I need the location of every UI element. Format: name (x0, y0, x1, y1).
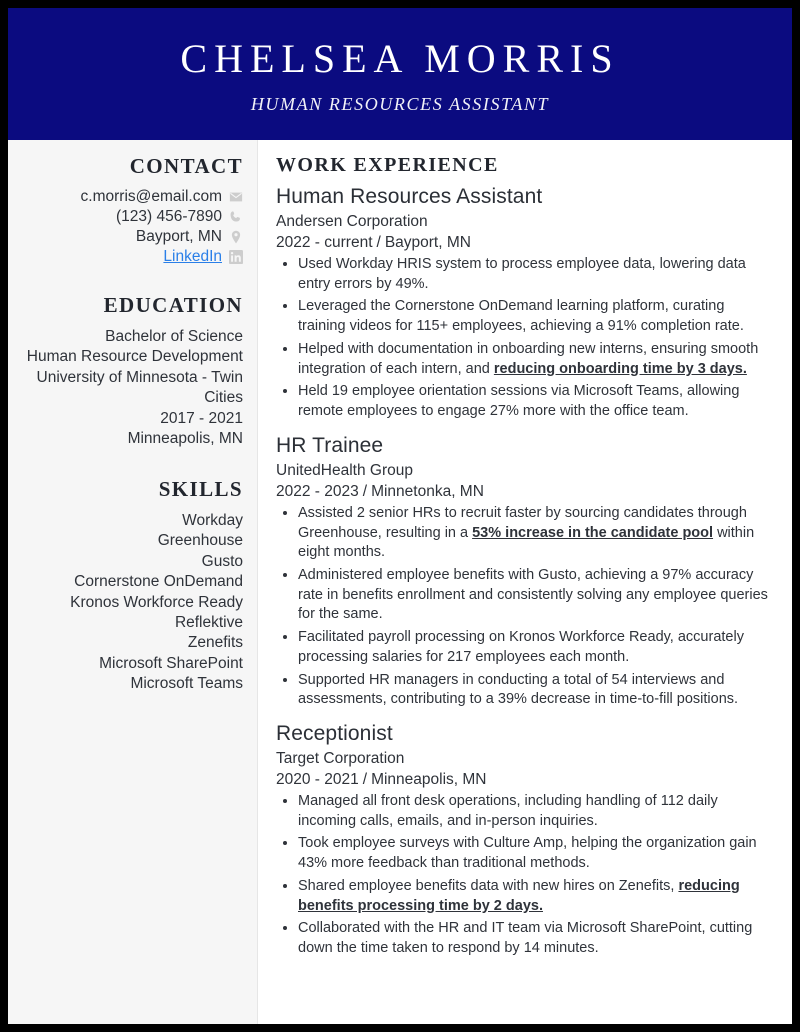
skill-item: Microsoft Teams (130, 675, 243, 693)
job-bullet-list (276, 255, 768, 422)
job-entry (276, 184, 768, 422)
bullet-emphasis: 53% increase in the candidate pool (472, 524, 714, 541)
job-dates: 2020 - 2021 (276, 770, 359, 788)
skill-item: Greenhouse (157, 532, 243, 550)
job-meta (276, 232, 768, 253)
bullet-emphasis: reducing onboarding time by 3 days. (493, 360, 747, 377)
education-school: University of Minnesota - Twin Cities (36, 368, 243, 407)
education-years: 2017 - 2021 (160, 409, 243, 427)
job-bullet (276, 504, 768, 563)
contact-list (20, 188, 243, 266)
job-title: Human Resources Assistant (276, 185, 543, 208)
job-dates: 2022 - 2023 (276, 482, 359, 500)
job-bullet: Managed all front desk operations, including handling of 112 daily incoming calls, emails, and in-person inquiries. (276, 792, 768, 831)
contact-text: Bayport, MN (135, 228, 222, 245)
phone-icon (229, 210, 243, 224)
job-bullet: Took employee surveys with Culture Amp, helping the organization gain 43% more feedback than traditional methods. (276, 834, 768, 873)
resume-page (8, 8, 792, 1024)
envelope-icon (229, 190, 243, 204)
job-bullet: Used Workday HRIS system to process employee data, lowering data entry errors by 49%. (276, 255, 768, 294)
job-location: Minnetonka, MN (371, 482, 484, 500)
bullet-text: Helped with documentation in onboarding new interns, ensuring smooth integration of each intern, and (298, 340, 759, 377)
job-bullet: Supported HR managers in conducting a total of 54 interviews and assessments, contributing to a 39% decrease in time-to-fill positions. (276, 671, 768, 710)
candidate-job-title: HUMAN RESOURCES ASSISTANT (250, 94, 550, 114)
work-experience-heading: WORK EXPERIENCE (276, 154, 499, 176)
job-meta (276, 481, 768, 502)
job-bullet (276, 340, 768, 379)
job-location: Bayport, MN (384, 233, 471, 251)
job-bullet (276, 877, 768, 916)
skill-item: Zenefits (187, 634, 243, 652)
bullet-text: Shared employee benefits data with new hires on Zenefits, (298, 877, 679, 894)
job-dates: 2022 - current (276, 233, 373, 251)
job-meta-separator: / (376, 233, 381, 251)
jobs-list (276, 184, 768, 959)
job-bullet-list (276, 504, 768, 710)
contact-row (20, 228, 243, 246)
job-meta (276, 769, 768, 790)
skill-item: Microsoft SharePoint (99, 654, 243, 672)
contact-text: (123) 456-7890 (116, 208, 222, 225)
bullet-text-tail: within eight months. (298, 524, 755, 561)
skill-item: Reflektive (174, 613, 243, 631)
contact-heading: CONTACT (129, 154, 243, 178)
linkedin-icon[interactable] (229, 250, 243, 264)
sidebar (8, 140, 258, 1024)
education-degree: Bachelor of Science (105, 328, 243, 345)
main-column (258, 140, 792, 1024)
contact-row (20, 208, 243, 226)
job-entry (276, 721, 768, 959)
contact-row (20, 248, 243, 266)
skills-list (20, 511, 243, 695)
job-bullet: Facilitated payroll processing on Kronos Workforce Ready, accurately processing salaries for 217 employees each month. (276, 628, 768, 667)
job-bullet: Held 19 employee orientation sessions via Microsoft Teams, allowing remote employees to engage 27% more with the office team. (276, 382, 768, 421)
job-title: HR Trainee (276, 433, 384, 457)
job-bullet: Administered employee benefits with Gusto, achieving a 97% accuracy rate in benefits enrollment and consistently solving any employee queries for the same. (276, 566, 768, 625)
job-entry (276, 433, 768, 710)
candidate-name: CHELSEA MORRIS (180, 36, 620, 81)
skill-item: Gusto (201, 552, 243, 570)
job-location: Minneapolis, MN (371, 770, 487, 788)
job-company: UnitedHealth Group (276, 461, 413, 479)
education-field: Human Resource Development (26, 348, 243, 366)
job-company: Andersen Corporation (276, 212, 428, 230)
resume-body (8, 140, 792, 1024)
skill-item: Workday (182, 511, 243, 529)
job-bullet-list (276, 792, 768, 959)
education-block (20, 327, 243, 450)
education-location: Minneapolis, MN (127, 430, 243, 448)
skill-item: Kronos Workforce Ready (70, 593, 243, 611)
job-title: Receptionist (276, 722, 393, 745)
skills-heading: SKILLS (158, 476, 243, 501)
linkedin-link[interactable]: LinkedIn (163, 248, 222, 265)
job-bullet: Collaborated with the HR and IT team via Microsoft SharePoint, cutting down the time taken to respond by 14 minutes. (276, 919, 768, 958)
contact-text: c.morris@email.com (80, 188, 222, 205)
bullet-text: Assisted 2 senior HRs to recruit faster by sourcing candidates through Greenhouse, resulting in a (298, 504, 747, 541)
skill-item: Cornerstone OnDemand (74, 573, 243, 591)
job-meta-separator: / (362, 770, 368, 788)
bullet-emphasis: reducing benefits processing time by 2 days. (298, 877, 740, 914)
education-heading: EDUCATION (103, 293, 243, 317)
location-pin-icon (229, 230, 243, 244)
job-bullet: Leveraged the Cornerstone OnDemand learning platform, curating training videos for 115+ employees, achieving a 91% completion rate. (276, 297, 768, 336)
job-meta-separator: / (362, 482, 368, 500)
contact-row (20, 188, 243, 206)
resume-header (8, 8, 792, 140)
job-company: Target Corporation (276, 749, 405, 767)
